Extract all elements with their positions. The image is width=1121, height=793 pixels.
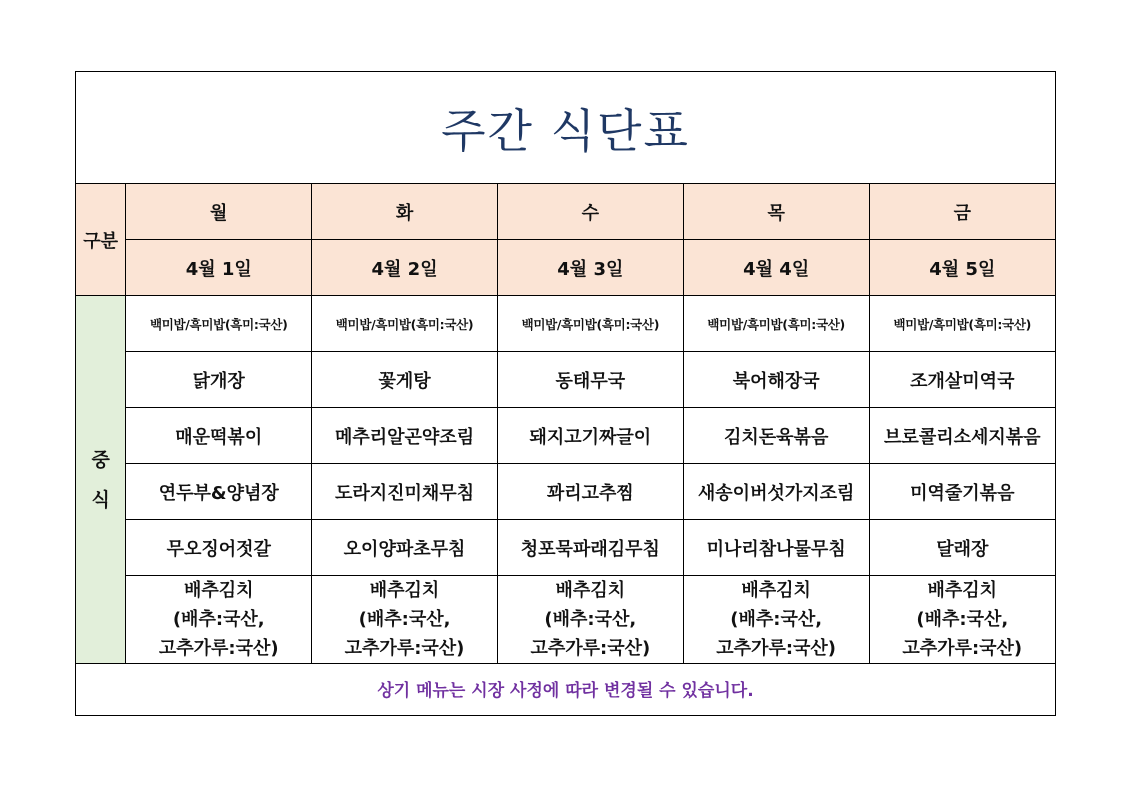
date-row — [76, 240, 1055, 296]
date-cell — [497, 240, 683, 296]
date-cell — [683, 240, 869, 296]
weekday-label: 금 — [953, 202, 971, 224]
dish-name: 꽃게탕 — [378, 370, 431, 392]
dish-name: 무오징어젓갈 — [166, 538, 271, 560]
menu-cell — [869, 576, 1055, 664]
kimchi-dish: 배추김치 (배추:국산, 고추가루:국산) — [344, 580, 465, 659]
menu-cell — [126, 576, 312, 664]
menu-cell — [497, 296, 683, 352]
notice-text: 상기 메뉴는 시장 사정에 따라 변경될 수 있습니다. — [377, 680, 754, 701]
menu-row — [76, 520, 1055, 576]
weekday-cell — [312, 184, 498, 240]
date-label: 4월 1일 — [185, 258, 252, 280]
menu-cell — [869, 464, 1055, 520]
menu-cell — [683, 576, 869, 664]
weekday-cell — [683, 184, 869, 240]
date-cell — [869, 240, 1055, 296]
dish-name: 새송이버섯가지조림 — [697, 482, 855, 504]
weekday-label: 수 — [581, 202, 600, 224]
menu-row — [76, 464, 1055, 520]
dish-name: 꽈리고추찜 — [546, 482, 634, 504]
category-label: 구분 — [83, 230, 119, 252]
kimchi-dish: 배추김치 (배추:국산, 고추가루:국산) — [530, 580, 651, 659]
dish-name: 백미밥/흑미밥(흑미:국산) — [893, 316, 1032, 332]
weekday-row — [76, 184, 1055, 240]
date-label: 4월 3일 — [557, 258, 624, 280]
dish-name: 미역줄기볶음 — [910, 482, 1015, 504]
menu-cell — [126, 408, 312, 464]
menu-cell — [869, 352, 1055, 408]
kimchi-dish: 배추김치 (배추:국산, 고추가루:국산) — [716, 580, 837, 659]
menu-cell — [497, 520, 683, 576]
menu-cell — [312, 408, 498, 464]
date-cell — [126, 240, 312, 296]
dish-name: 브로콜리소세지볶음 — [884, 426, 1041, 448]
dish-name: 청포묵파래김무침 — [520, 538, 660, 560]
dish-name: 메추리알곤약조림 — [334, 426, 475, 448]
kimchi-dish: 배추김치 (배추:국산, 고추가루:국산) — [902, 580, 1023, 659]
date-label: 4월 4일 — [743, 258, 810, 280]
dish-name: 도라지진미채무침 — [334, 482, 475, 504]
dish-name: 동태무국 — [555, 370, 626, 392]
menu-cell — [683, 352, 869, 408]
menu-cell — [869, 408, 1055, 464]
dish-name: 미나리참나물무침 — [706, 538, 846, 560]
lunch-label: 중 식 — [91, 448, 110, 511]
menu-cell — [683, 408, 869, 464]
menu-cell — [126, 464, 312, 520]
menu-cell — [683, 464, 869, 520]
menu-cell — [312, 352, 498, 408]
weekday-cell — [869, 184, 1055, 240]
dish-name: 김치돈육볶음 — [724, 426, 829, 448]
dish-name: 백미밥/흑미밥(흑미:국산) — [521, 316, 660, 332]
date-cell — [312, 240, 498, 296]
dish-name: 매운떡볶이 — [175, 426, 263, 448]
menu-cell — [683, 296, 869, 352]
menu-cell — [126, 296, 312, 352]
kimchi-dish: 배추김치 (배추:국산, 고추가루:국산) — [158, 580, 279, 659]
dish-name: 오이양파초무침 — [343, 538, 466, 560]
weekday-label: 월 — [210, 202, 228, 224]
menu-cell — [869, 296, 1055, 352]
weekday-label: 목 — [767, 202, 785, 224]
menu-cell — [126, 352, 312, 408]
menu-cell — [312, 464, 498, 520]
menu-cell — [497, 408, 683, 464]
menu-cell — [497, 576, 683, 664]
menu-row — [76, 352, 1055, 408]
menu-cell — [312, 520, 498, 576]
dish-name: 연두부&양념장 — [158, 482, 279, 504]
dish-name: 백미밥/흑미밥(흑미:국산) — [149, 316, 288, 332]
menu-cell — [312, 576, 498, 664]
menu-cell — [126, 520, 312, 576]
menu-row — [76, 408, 1055, 464]
title-row — [76, 72, 1055, 184]
menu-sheet — [75, 71, 1056, 716]
menu-cell — [497, 352, 683, 408]
dish-name: 조개살미역국 — [910, 370, 1015, 392]
dish-name: 달래장 — [936, 538, 989, 560]
dish-name: 닭개장 — [192, 370, 245, 392]
dish-name: 북어해장국 — [732, 370, 820, 392]
dish-name: 백미밥/흑미밥(흑미:국산) — [707, 316, 845, 332]
weekday-cell — [126, 184, 312, 240]
page-title: 주간 식단표 — [441, 103, 690, 158]
weekday-cell — [497, 184, 683, 240]
lunch-label-cell — [76, 296, 126, 664]
menu-cell — [869, 520, 1055, 576]
kimchi-row — [76, 576, 1055, 664]
date-label: 4월 2일 — [371, 258, 438, 280]
menu-cell — [683, 520, 869, 576]
menu-table — [76, 183, 1055, 664]
date-label: 4월 5일 — [929, 258, 996, 280]
notice-row — [76, 661, 1055, 715]
dish-name: 백미밥/흑미밥(흑미:국산) — [335, 316, 474, 332]
menu-cell — [497, 464, 683, 520]
weekday-label: 화 — [395, 202, 414, 224]
menu-row — [76, 296, 1055, 352]
menu-cell — [312, 296, 498, 352]
category-label-cell — [76, 184, 126, 296]
dish-name: 돼지고기짜글이 — [529, 426, 652, 448]
